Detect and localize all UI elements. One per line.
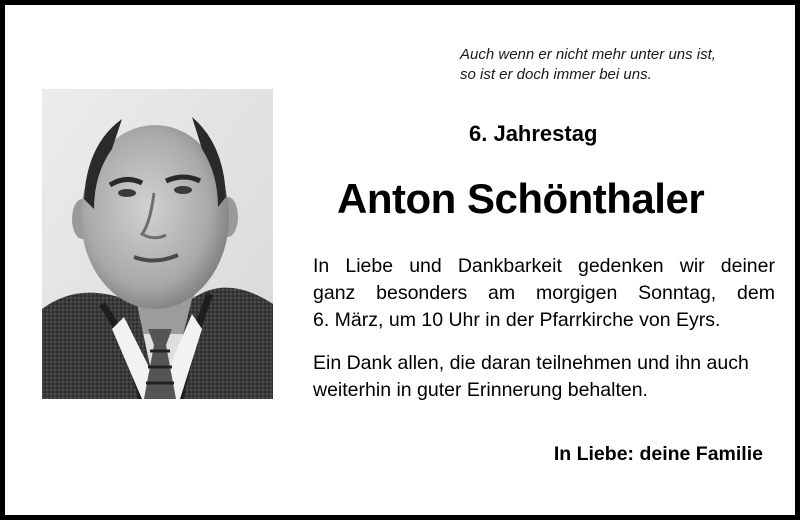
family-signature: In Liebe: deine Familie xyxy=(553,443,763,465)
portrait-image xyxy=(42,89,273,399)
quote-line: Auch wenn er nicht mehr unter uns ist, xyxy=(460,46,716,63)
paragraph-line: 6. März, um 10 Uhr in der Pfarrkirche von Eyrs. xyxy=(313,309,721,331)
portrait-photo xyxy=(42,89,273,399)
quote-line: so ist er doch immer bei uns. xyxy=(460,66,652,83)
paragraph-line: ganz besonders am morgigen Sonntag, dem xyxy=(313,282,775,304)
paragraph-line: Ein Dank allen, die daran teilnehmen und ihn auch xyxy=(313,352,749,374)
remembrance-paragraph xyxy=(313,253,775,334)
paragraph-line: weiterhin in guter Erinnerung behalten. xyxy=(313,379,648,401)
thanks-paragraph xyxy=(313,350,775,404)
anniversary-label: 6. Jahrestag xyxy=(469,121,598,146)
memorial-quote xyxy=(460,45,780,85)
deceased-name: Anton Schönthaler xyxy=(337,175,705,222)
paragraph-line: In Liebe und Dankbarkeit gedenken wir deiner xyxy=(313,255,775,277)
